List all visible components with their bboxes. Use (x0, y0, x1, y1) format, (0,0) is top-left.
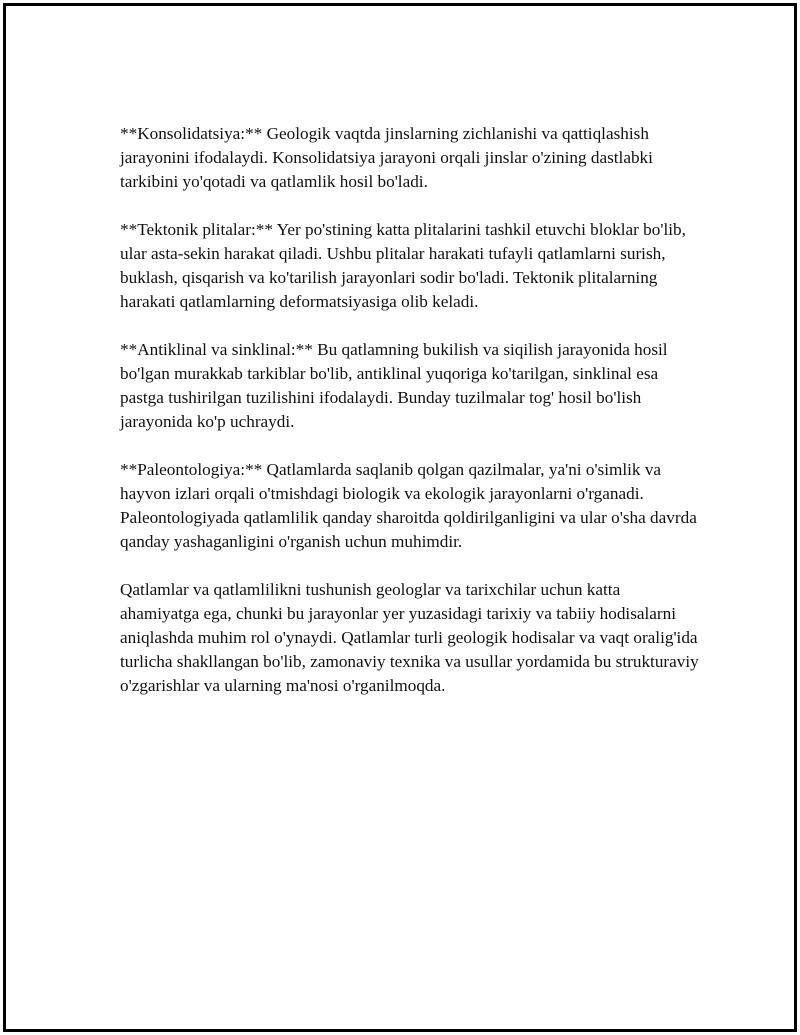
document-body (120, 122, 700, 722)
paragraph-paleontologiya: **Paleontologiya:** Qatlamlarda saqlanib qolgan qazilmalar, ya'ni o'simlik va hayvon izlari orqali o'tmishdagi biologik va ekologik jarayonlarni o'rganadi. Paleontologiyada qatlamlilik qanday sharoitda qoldirilganligini va ular o'sha davrda qanday yashaganligini o'rganish uchun muhimdir. (120, 460, 697, 551)
paragraph-antiklinal-sinklinal: **Antiklinal va sinklinal:** Bu qatlamning bukilish va siqilish jarayonida hosil bo'lgan murakkab tarkiblar bo'lib, antiklinal yuqoriga ko'tarilgan, sinklinal esa pastga tushirilgan tuzilishini ifodalaydi. Bunday tuzilmalar tog' hosil bo'lish jarayonida ko'p uchraydi. (120, 340, 668, 431)
page-frame (3, 3, 797, 1032)
paragraph-conclusion: Qatlamlar va qatlamlilikni tushunish geologlar va tarixchilar uchun katta ahamiyatga ega, chunki bu jarayonlar yer yuzasidagi tarixiy va tabiiy hodisalarni aniqlashda muhim rol o'ynaydi. Qatlamlar turli geologik hodisalar va vaqt oralig'ida turlicha shakllangan bo'lib, zamonaviy texnika va usullar yordamida bu strukturaviy o'zgarishlar va ularning ma'nosi o'rganilmoqda. (120, 580, 699, 695)
paragraph-konsolidatsiya: **Konsolidatsiya:** Geologik vaqtda jinslarning zichlanishi va qattiqlashish jarayonini ifodalaydi. Konsolidatsiya jarayoni orqali jinslar o'zining dastlabki tarkibini yo'qotadi va qatlamlik hosil bo'ladi. (120, 124, 653, 191)
paragraph-tektonik-plitalar: **Tektonik plitalar:** Yer po'stining katta plitalarini tashkil etuvchi bloklar bo'lib, ular asta-sekin harakat qiladi. Ushbu plitalar harakati tufayli qatlamlarni surish, buklash, qisqarish va ko'tarilish jarayonlari sodir bo'ladi. Tektonik plitalarning harakati qatlamlarning deformatsiyasiga olib keladi. (120, 220, 686, 311)
